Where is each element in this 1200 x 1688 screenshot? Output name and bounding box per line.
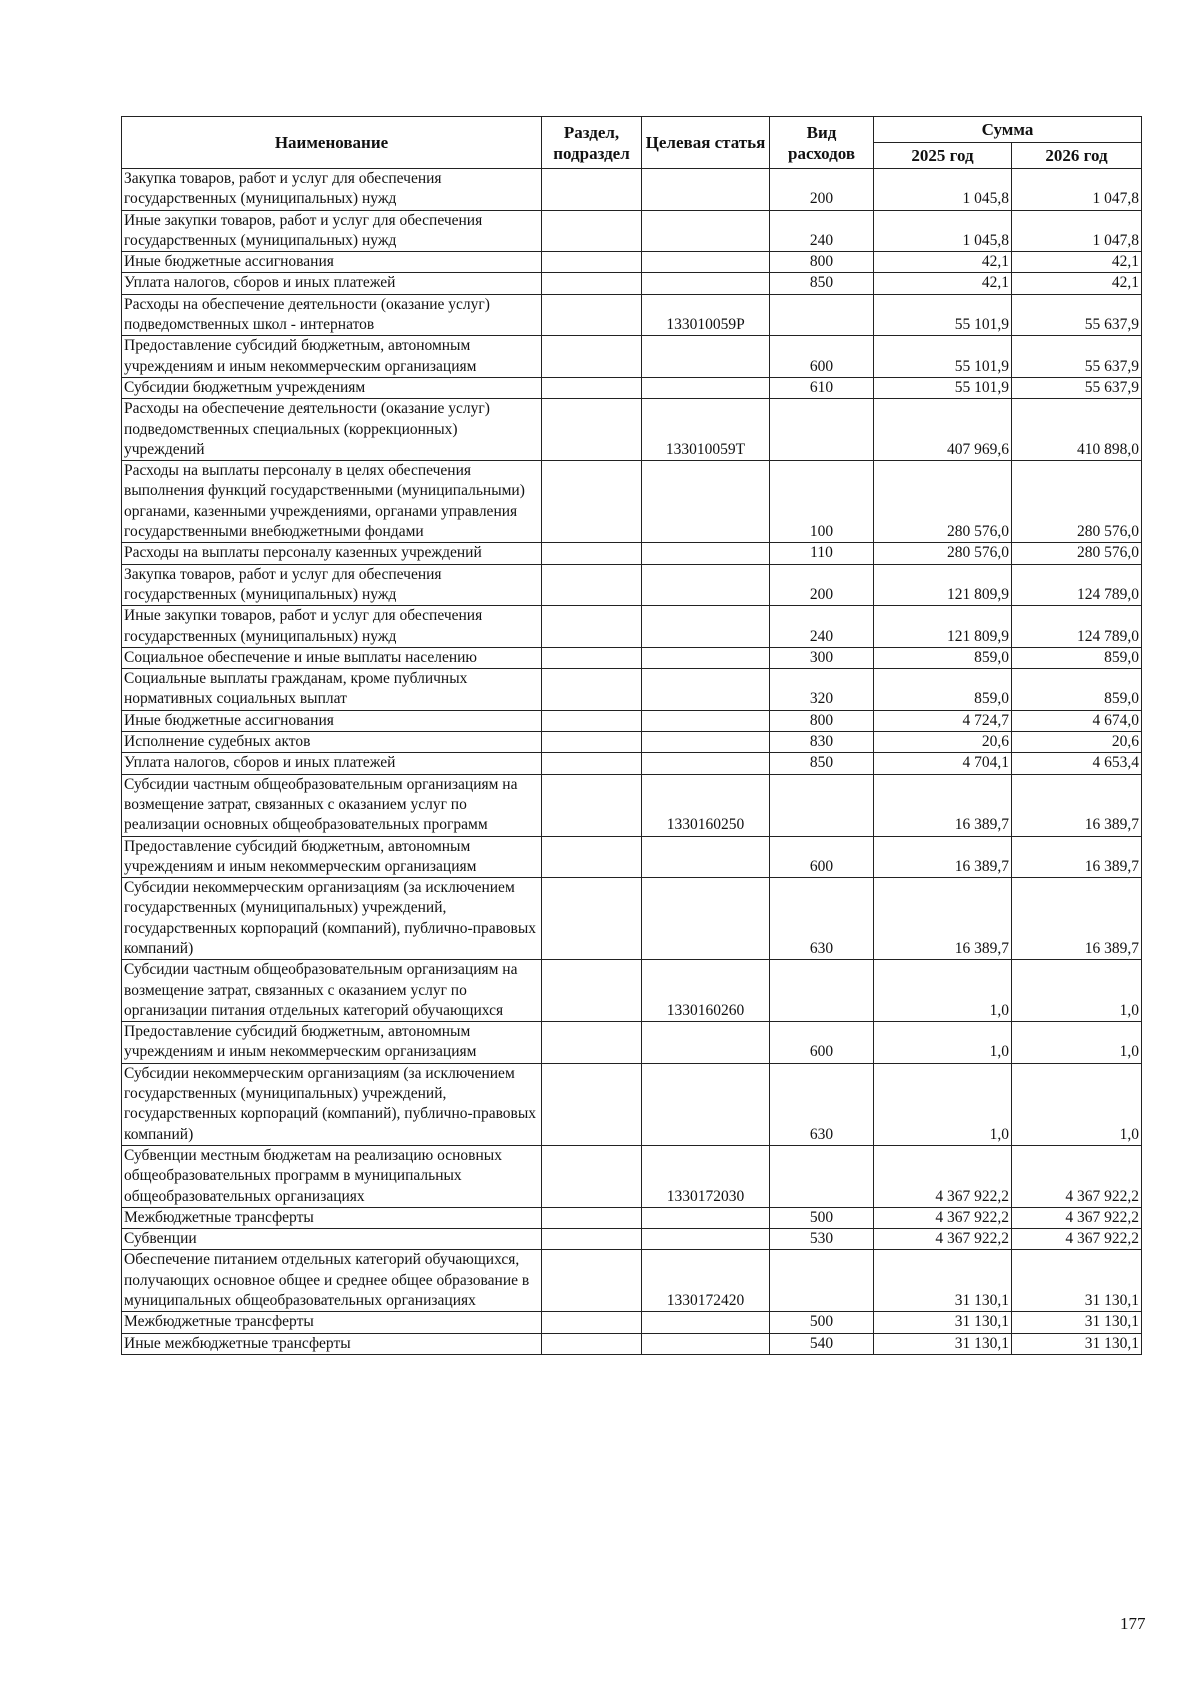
table-row — [122, 1022, 1142, 1064]
cell-2026: 124 789,0 — [1012, 564, 1142, 606]
cell-2026: 280 576,0 — [1012, 543, 1142, 564]
table-row — [122, 774, 1142, 836]
cell-name: Расходы на выплаты персоналу казенных учреждений — [122, 543, 542, 564]
table-row — [122, 878, 1142, 960]
cell-target — [642, 169, 770, 211]
cell-name: Социальные выплаты гражданам, кроме публичных нормативных социальных выплат — [122, 669, 542, 711]
cell-kind: 240 — [770, 210, 874, 252]
cell-section — [542, 564, 642, 606]
cell-target — [642, 1207, 770, 1228]
cell-name: Предоставление субсидий бюджетным, автономным учреждениям и иным некоммерческим организациям — [122, 1022, 542, 1064]
cell-2026: 859,0 — [1012, 669, 1142, 711]
cell-section — [542, 399, 642, 461]
cell-name: Иные закупки товаров, работ и услуг для обеспечения государственных (муниципальных) нужд — [122, 606, 542, 648]
cell-kind: 630 — [770, 878, 874, 960]
cell-name: Субсидии частным общеобразовательным организациям на возмещение затрат, связанных с оказанием услуг по реализации основных общеобразовательных программ — [122, 774, 542, 836]
table-row — [122, 960, 1142, 1022]
cell-target — [642, 1229, 770, 1250]
cell-target — [642, 210, 770, 252]
cell-2025: 55 101,9 — [874, 336, 1012, 378]
cell-2025: 31 130,1 — [874, 1250, 1012, 1312]
cell-2026: 1,0 — [1012, 960, 1142, 1022]
cell-target: 1330160260 — [642, 960, 770, 1022]
cell-kind: 300 — [770, 647, 874, 668]
cell-2025: 1 045,8 — [874, 210, 1012, 252]
cell-2026: 4 367 922,2 — [1012, 1145, 1142, 1207]
cell-section — [542, 252, 642, 273]
table-row — [122, 543, 1142, 564]
table-row — [122, 1207, 1142, 1228]
cell-name: Иные закупки товаров, работ и услуг для обеспечения государственных (муниципальных) нужд — [122, 210, 542, 252]
cell-2025: 280 576,0 — [874, 461, 1012, 543]
cell-section — [542, 1229, 642, 1250]
cell-target — [642, 836, 770, 878]
cell-kind: 830 — [770, 732, 874, 753]
cell-2026: 16 389,7 — [1012, 774, 1142, 836]
cell-target — [642, 710, 770, 731]
cell-section — [542, 1333, 642, 1354]
cell-name: Межбюджетные трансферты — [122, 1207, 542, 1228]
cell-target — [642, 753, 770, 774]
cell-section — [542, 377, 642, 398]
cell-kind: 610 — [770, 377, 874, 398]
cell-2026: 31 130,1 — [1012, 1250, 1142, 1312]
cell-target: 133010059Т — [642, 399, 770, 461]
table-row — [122, 1063, 1142, 1145]
cell-section — [542, 1207, 642, 1228]
table-row — [122, 669, 1142, 711]
cell-section — [542, 1250, 642, 1312]
cell-section — [542, 960, 642, 1022]
cell-target — [642, 878, 770, 960]
cell-section — [542, 336, 642, 378]
cell-kind: 800 — [770, 710, 874, 731]
cell-name: Иные бюджетные ассигнования — [122, 252, 542, 273]
cell-section — [542, 1022, 642, 1064]
cell-section — [542, 1312, 642, 1333]
cell-name: Закупка товаров, работ и услуг для обеспечения государственных (муниципальных) нужд — [122, 169, 542, 211]
cell-section — [542, 753, 642, 774]
cell-2025: 16 389,7 — [874, 836, 1012, 878]
cell-section — [542, 732, 642, 753]
cell-kind: 200 — [770, 564, 874, 606]
cell-target — [642, 1312, 770, 1333]
cell-name: Расходы на обеспечение деятельности (оказание услуг) подведомственных школ - интернатов — [122, 294, 542, 336]
cell-name: Субвенции — [122, 1229, 542, 1250]
cell-2026: 55 637,9 — [1012, 336, 1142, 378]
table-row — [122, 1312, 1142, 1333]
cell-2026: 31 130,1 — [1012, 1333, 1142, 1354]
cell-2025: 31 130,1 — [874, 1312, 1012, 1333]
budget-table — [121, 116, 1142, 1355]
cell-2025: 4 367 922,2 — [874, 1229, 1012, 1250]
cell-2025: 859,0 — [874, 669, 1012, 711]
cell-kind — [770, 960, 874, 1022]
cell-name: Уплата налогов, сборов и иных платежей — [122, 273, 542, 294]
cell-kind: 600 — [770, 836, 874, 878]
cell-2026: 124 789,0 — [1012, 606, 1142, 648]
table-row — [122, 710, 1142, 731]
cell-target — [642, 732, 770, 753]
cell-section — [542, 836, 642, 878]
header-2026: 2026 год — [1012, 143, 1142, 169]
cell-section — [542, 669, 642, 711]
cell-target — [642, 647, 770, 668]
cell-target: 1330172030 — [642, 1145, 770, 1207]
cell-kind: 100 — [770, 461, 874, 543]
cell-name: Субсидии некоммерческим организациям (за исключением государственных (муниципальных) учреждений, государственных корпораций (компаний), публично-правовых компаний) — [122, 878, 542, 960]
cell-kind: 630 — [770, 1063, 874, 1145]
cell-2026: 4 367 922,2 — [1012, 1207, 1142, 1228]
cell-target — [642, 606, 770, 648]
cell-section — [542, 1145, 642, 1207]
cell-target — [642, 1022, 770, 1064]
cell-2025: 407 969,6 — [874, 399, 1012, 461]
cell-name: Закупка товаров, работ и услуг для обеспечения государственных (муниципальных) нужд — [122, 564, 542, 606]
header-name: Наименование — [122, 117, 542, 169]
cell-2025: 4 367 922,2 — [874, 1207, 1012, 1228]
table-header — [122, 117, 1142, 169]
page-number: 177 — [1120, 1614, 1146, 1633]
table-body — [122, 169, 1142, 1355]
cell-name: Расходы на обеспечение деятельности (оказание услуг) подведомственных специальных (коррекционных) учреждений — [122, 399, 542, 461]
cell-kind: 530 — [770, 1229, 874, 1250]
cell-name: Предоставление субсидий бюджетным, автономным учреждениям и иным некоммерческим организациям — [122, 836, 542, 878]
cell-2025: 55 101,9 — [874, 377, 1012, 398]
cell-2025: 4 724,7 — [874, 710, 1012, 731]
cell-2026: 280 576,0 — [1012, 461, 1142, 543]
cell-2026: 31 130,1 — [1012, 1312, 1142, 1333]
cell-section — [542, 878, 642, 960]
cell-2026: 1 047,8 — [1012, 210, 1142, 252]
table-row — [122, 836, 1142, 878]
cell-name: Субсидии частным общеобразовательным организациям на возмещение затрат, связанных с оказанием услуг по организации питания отдельных категорий обучающихся — [122, 960, 542, 1022]
cell-kind: 200 — [770, 169, 874, 211]
table-row — [122, 210, 1142, 252]
cell-2025: 280 576,0 — [874, 543, 1012, 564]
cell-2025: 859,0 — [874, 647, 1012, 668]
cell-2026: 410 898,0 — [1012, 399, 1142, 461]
cell-name: Расходы на выплаты персоналу в целях обеспечения выполнения функций государственными (муниципальными) органами, казенными учреждениями, органами управления государственными внебюджетными фондами — [122, 461, 542, 543]
cell-2026: 1,0 — [1012, 1063, 1142, 1145]
cell-section — [542, 647, 642, 668]
cell-kind: 540 — [770, 1333, 874, 1354]
cell-target — [642, 543, 770, 564]
cell-2025: 1 045,8 — [874, 169, 1012, 211]
cell-name: Обеспечение питанием отдельных категорий обучающихся, получающих основное общее и среднее общее образование в муниципальных общеобразовательных организациях — [122, 1250, 542, 1312]
cell-2026: 55 637,9 — [1012, 294, 1142, 336]
table-row — [122, 336, 1142, 378]
table-row — [122, 461, 1142, 543]
cell-target — [642, 669, 770, 711]
cell-name: Межбюджетные трансферты — [122, 1312, 542, 1333]
cell-name: Исполнение судебных актов — [122, 732, 542, 753]
cell-2025: 4 367 922,2 — [874, 1145, 1012, 1207]
table-row — [122, 732, 1142, 753]
cell-section — [542, 1063, 642, 1145]
cell-name: Субсидии бюджетным учреждениям — [122, 377, 542, 398]
cell-2026: 4 367 922,2 — [1012, 1229, 1142, 1250]
cell-2025: 121 809,9 — [874, 564, 1012, 606]
cell-2026: 16 389,7 — [1012, 836, 1142, 878]
header-kind: Вид расходов — [770, 117, 874, 169]
table-row — [122, 1145, 1142, 1207]
cell-section — [542, 169, 642, 211]
cell-2025: 20,6 — [874, 732, 1012, 753]
cell-2026: 1,0 — [1012, 1022, 1142, 1064]
cell-name: Предоставление субсидий бюджетным, автономным учреждениям и иным некоммерческим организациям — [122, 336, 542, 378]
header-target: Целевая статья — [642, 117, 770, 169]
cell-name: Иные бюджетные ассигнования — [122, 710, 542, 731]
cell-2025: 1,0 — [874, 1063, 1012, 1145]
cell-section — [542, 210, 642, 252]
table-row — [122, 273, 1142, 294]
cell-kind: 600 — [770, 336, 874, 378]
cell-target — [642, 461, 770, 543]
cell-2026: 4 674,0 — [1012, 710, 1142, 731]
cell-2025: 1,0 — [874, 1022, 1012, 1064]
cell-target: 1330172420 — [642, 1250, 770, 1312]
cell-kind: 500 — [770, 1207, 874, 1228]
cell-kind: 850 — [770, 273, 874, 294]
cell-2025: 4 704,1 — [874, 753, 1012, 774]
cell-kind — [770, 1250, 874, 1312]
cell-kind — [770, 399, 874, 461]
table-row — [122, 399, 1142, 461]
cell-target: 1330160250 — [642, 774, 770, 836]
cell-2026: 1 047,8 — [1012, 169, 1142, 211]
cell-2026: 42,1 — [1012, 273, 1142, 294]
cell-target — [642, 336, 770, 378]
table-row — [122, 169, 1142, 211]
cell-target — [642, 1063, 770, 1145]
table-row — [122, 1333, 1142, 1354]
cell-2026: 859,0 — [1012, 647, 1142, 668]
cell-target: 133010059Р — [642, 294, 770, 336]
table-row — [122, 1229, 1142, 1250]
cell-2025: 42,1 — [874, 252, 1012, 273]
cell-2026: 42,1 — [1012, 252, 1142, 273]
cell-kind: 500 — [770, 1312, 874, 1333]
cell-2025: 16 389,7 — [874, 774, 1012, 836]
cell-target — [642, 564, 770, 606]
cell-2026: 55 637,9 — [1012, 377, 1142, 398]
cell-section — [542, 710, 642, 731]
table-row — [122, 753, 1142, 774]
cell-name: Социальное обеспечение и иные выплаты населению — [122, 647, 542, 668]
cell-section — [542, 273, 642, 294]
cell-kind: 800 — [770, 252, 874, 273]
table-row — [122, 377, 1142, 398]
cell-2025: 121 809,9 — [874, 606, 1012, 648]
cell-section — [542, 461, 642, 543]
table-row — [122, 564, 1142, 606]
cell-target — [642, 273, 770, 294]
cell-kind: 240 — [770, 606, 874, 648]
cell-2025: 1,0 — [874, 960, 1012, 1022]
cell-target — [642, 1333, 770, 1354]
header-2025: 2025 год — [874, 143, 1012, 169]
cell-kind — [770, 1145, 874, 1207]
cell-name: Иные межбюджетные трансферты — [122, 1333, 542, 1354]
table-row — [122, 294, 1142, 336]
cell-kind: 600 — [770, 1022, 874, 1064]
cell-2026: 16 389,7 — [1012, 878, 1142, 960]
cell-2025: 42,1 — [874, 273, 1012, 294]
cell-name: Субвенции местным бюджетам на реализацию основных общеобразовательных программ в муниципальных общеобразовательных организациях — [122, 1145, 542, 1207]
cell-2025: 31 130,1 — [874, 1333, 1012, 1354]
cell-target — [642, 252, 770, 273]
cell-2025: 16 389,7 — [874, 878, 1012, 960]
cell-section — [542, 543, 642, 564]
cell-kind: 850 — [770, 753, 874, 774]
cell-2026: 20,6 — [1012, 732, 1142, 753]
cell-kind: 110 — [770, 543, 874, 564]
cell-2025: 55 101,9 — [874, 294, 1012, 336]
cell-kind — [770, 774, 874, 836]
cell-2026: 4 653,4 — [1012, 753, 1142, 774]
table-row — [122, 606, 1142, 648]
table-row — [122, 647, 1142, 668]
cell-name: Субсидии некоммерческим организациям (за исключением государственных (муниципальных) учреждений, государственных корпораций (компаний), публично-правовых компаний) — [122, 1063, 542, 1145]
header-section: Раздел, подраздел — [542, 117, 642, 169]
header-sum: Сумма — [874, 117, 1142, 143]
table-row — [122, 1250, 1142, 1312]
cell-section — [542, 606, 642, 648]
cell-section — [542, 294, 642, 336]
cell-kind: 320 — [770, 669, 874, 711]
cell-target — [642, 377, 770, 398]
cell-kind — [770, 294, 874, 336]
cell-section — [542, 774, 642, 836]
cell-name: Уплата налогов, сборов и иных платежей — [122, 753, 542, 774]
table-row — [122, 252, 1142, 273]
